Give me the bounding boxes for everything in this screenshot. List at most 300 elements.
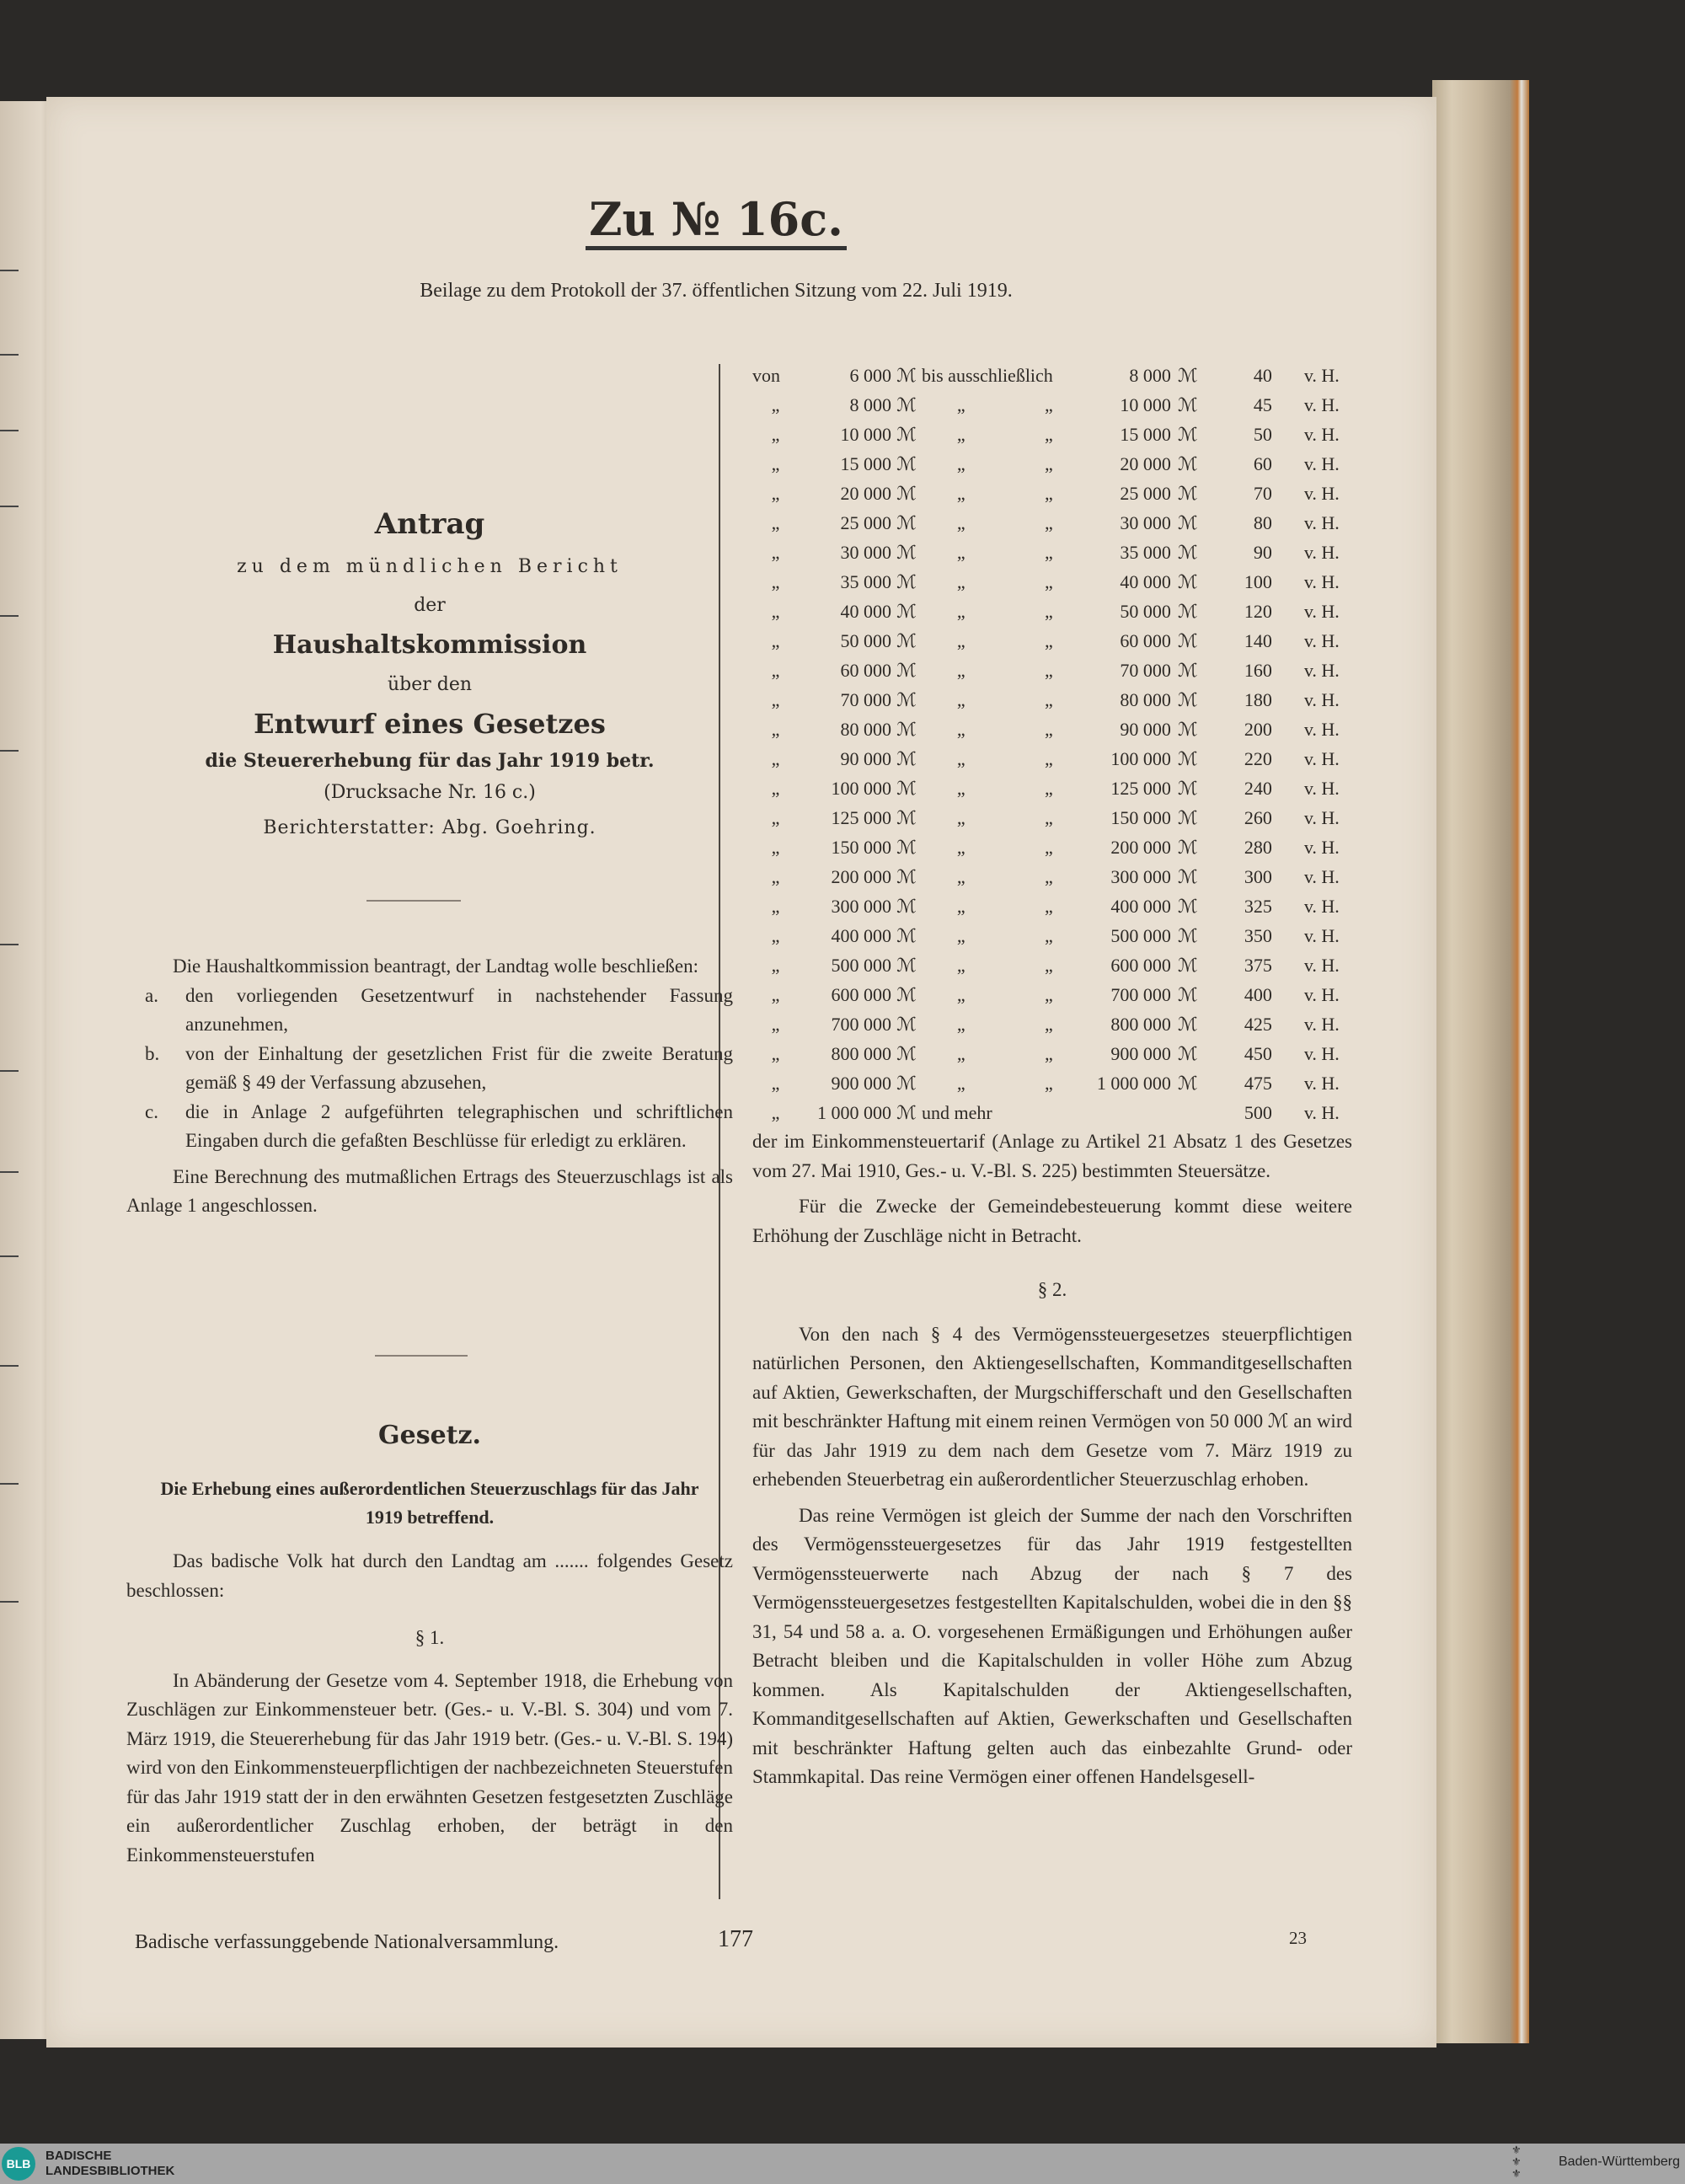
income-from: 150 000 (831, 836, 891, 858)
currency-mark: ℳ (896, 924, 917, 946)
currency-mark: ℳ (1178, 600, 1198, 622)
item-text: die in Anlage 2 aufgeführten telegraphischen und schriftlichen Eingaben durch die gefaßten Beschlüsse für erledigt zu erklären. (185, 1100, 733, 1151)
gesetz-preamble: Das badische Volk hat durch den Landtag am ....... folgendes Gesetz beschlossen: (126, 1550, 733, 1601)
ditto-mark: „ (956, 747, 966, 769)
income-from: 100 000 (831, 777, 891, 799)
ditto-mark: „ (956, 836, 966, 858)
percent-unit: v. H. (1303, 836, 1340, 858)
page-number: 177 (718, 1926, 753, 1952)
currency-mark: ℳ (1178, 924, 1198, 946)
item-text: von der Einhaltung der gesetzlichen Frist für die zweite Beratung gemäß § 49 der Verfassung abzusehen, (185, 1042, 733, 1093)
footer-assembly: Badische verfassunggebende Nationalversammlung. (135, 1931, 559, 1953)
income-to: 1 000 000 (1096, 1072, 1171, 1094)
income-to: 600 000 (1110, 954, 1171, 976)
currency-mark: ℳ (896, 688, 917, 710)
tariff-row (752, 774, 1340, 803)
percent-unit: v. H. (1303, 806, 1340, 828)
section-2-paragraph-1: Von den nach § 4 des Vermögenssteuergesetzes steuerpflichtigen natürlichen Personen, den Aktiengesellschaften, Kommanditgesellschaften auf Aktien, Gewerkschaften, der Murgschifferschaft und den Gesellschaften mit beschränkter Haftung mit einem reinen Vermögen von 50 000 ℳ an wird für das Jahr 1919 zu dem nach dem Gesetze vom 7. März 1919 zu erhebenden Steuerbetrag ein außerordentlicher Steuerzuschlag erhoben. (752, 1323, 1352, 1490)
antrag-line3: über den (387, 674, 473, 695)
currency-mark: ℳ (896, 541, 917, 563)
draft-subject: die Steuererhebung für das Jahr 1919 betr. (205, 750, 655, 772)
currency-mark: ℳ (1178, 423, 1198, 445)
percent-unit: v. H. (1303, 393, 1340, 415)
ditto-mark: „ (1045, 659, 1053, 681)
ditto-mark: „ (1045, 452, 1053, 474)
ditto-mark: „ (956, 511, 966, 533)
row-prefix: „ (771, 688, 780, 710)
tariff-row (752, 420, 1340, 449)
surcharge-percent: 260 (1244, 806, 1272, 828)
currency-mark: ℳ (1178, 806, 1198, 828)
viewer-footer-bar (0, 2144, 1685, 2184)
percent-unit: v. H. (1303, 1072, 1340, 1094)
tariff-row (752, 921, 1340, 950)
section-rule (375, 1355, 468, 1357)
currency-mark: ℳ (1178, 1042, 1198, 1064)
income-to: 60 000 (1120, 629, 1171, 651)
ditto-mark: „ (956, 482, 966, 504)
currency-mark: ℳ (896, 747, 917, 769)
ditto-mark: „ (956, 777, 966, 799)
state-lions-icon: ⚜ ⚜ ⚜ (1511, 2144, 1522, 2181)
surcharge-percent: 450 (1244, 1042, 1272, 1064)
gesetz-body (126, 1547, 733, 1870)
antrag-heading: Antrag (374, 507, 485, 541)
row-prefix: „ (771, 659, 780, 681)
income-from: 125 000 (831, 806, 891, 828)
tariff-row (752, 1098, 1340, 1127)
currency-mark: ℳ (896, 452, 917, 474)
income-to: 20 000 (1120, 452, 1171, 474)
draft-title: Entwurf eines Gesetzes (254, 708, 606, 740)
income-to: 50 000 (1120, 600, 1171, 622)
currency-mark: ℳ (1178, 983, 1198, 1005)
signature-mark: 23 (1289, 1928, 1307, 1948)
row-prefix: „ (771, 1101, 780, 1123)
surcharge-percent: 60 (1253, 452, 1272, 474)
income-to: 100 000 (1110, 747, 1171, 769)
surcharge-percent: 325 (1244, 895, 1272, 917)
row-prefix: „ (771, 1042, 780, 1064)
section-rule (366, 900, 461, 902)
row-prefix: „ (771, 629, 780, 651)
currency-mark: ℳ (1178, 364, 1198, 386)
section-1-text: In Abänderung der Gesetze vom 4. September 1918, die Erhebung von Zuschlägen zur Einkommensteuer betr. (Ges.- u. V.-Bl. S. 304) und vom 7. März 1919, die Steuererhebung für das Jahr 1919 betr. (Ges.- u. V.-Bl. S. 194) wird von den Einkommensteuerpflichtigen der nachbezeichneten Steuerstufen für das Jahr 1919 statt der in den erwähnten Gesetzen festgesetzten Zuschläge ein außerordentlicher Zuschlag erhoben, der beträgt in den Einkommensteuerstufen (126, 1669, 733, 1866)
ditto-mark: „ (956, 806, 966, 828)
currency-mark: ℳ (1178, 688, 1198, 710)
section-1-heading: § 1. (415, 1627, 445, 1648)
row-prefix: „ (771, 924, 780, 946)
ditto-mark: „ (1045, 895, 1053, 917)
row-prefix: „ (771, 895, 780, 917)
ditto-mark: „ (1045, 1072, 1053, 1094)
ditto-mark: „ (956, 600, 966, 622)
tariff-row (752, 803, 1340, 832)
income-to: 80 000 (1120, 688, 1171, 710)
currency-mark: ℳ (896, 777, 917, 799)
row-prefix: „ (771, 511, 780, 533)
row-prefix: „ (771, 836, 780, 858)
ditto-mark: „ (1045, 511, 1053, 533)
income-from: 900 000 (831, 1072, 891, 1094)
tariff-row (752, 715, 1340, 744)
antrag-line1: zu dem mündlichen Bericht (237, 556, 623, 577)
ditto-mark: „ (1045, 983, 1053, 1005)
currency-mark: ℳ (896, 718, 917, 740)
ditto-mark: „ (1045, 629, 1053, 651)
percent-unit: v. H. (1303, 747, 1340, 769)
tariff-row (752, 1009, 1340, 1039)
ditto-mark: „ (956, 1042, 966, 1064)
currency-mark: ℳ (896, 865, 917, 887)
section-2-heading: § 2. (1037, 1279, 1067, 1300)
ditto-mark: „ (956, 895, 966, 917)
income-from: 15 000 (840, 452, 891, 474)
percent-unit: v. H. (1303, 983, 1340, 1005)
state-logo-text[interactable]: Baden-Württemberg (1558, 2155, 1680, 2169)
currency-mark: ℳ (1178, 659, 1198, 681)
ditto-mark: „ (1045, 747, 1053, 769)
currency-mark: ℳ (896, 1072, 917, 1094)
percent-unit: v. H. (1303, 629, 1340, 651)
income-from: 700 000 (831, 1013, 891, 1035)
ditto-mark: „ (1045, 1013, 1053, 1035)
currency-mark: ℳ (1178, 954, 1198, 976)
item-key: c. (145, 1100, 158, 1122)
document-subtitle: Beilage zu dem Protokoll der 37. öffentlichen Sitzung vom 22. Juli 1919. (420, 280, 1013, 302)
currency-mark: ℳ (896, 629, 917, 651)
income-from: 800 000 (831, 1042, 891, 1064)
antrag-item (126, 1040, 733, 1098)
income-to: 400 000 (1110, 895, 1171, 917)
currency-mark: ℳ (1178, 452, 1198, 474)
row-prefix: „ (771, 600, 780, 622)
book-edge (1432, 80, 1529, 2043)
percent-unit: v. H. (1303, 570, 1340, 592)
surcharge-percent: 200 (1244, 718, 1272, 740)
currency-mark: ℳ (1178, 718, 1198, 740)
income-to: 300 000 (1110, 865, 1171, 887)
ditto-mark: „ (956, 629, 966, 651)
income-from: 90 000 (840, 747, 891, 769)
currency-mark: ℳ (1178, 511, 1198, 533)
document-title: Zu № 16c. (0, 192, 1432, 246)
income-to: 40 000 (1120, 570, 1171, 592)
surcharge-percent: 300 (1244, 865, 1272, 887)
income-from: 40 000 (840, 600, 891, 622)
income-to: 500 000 (1110, 924, 1171, 946)
surcharge-percent: 180 (1244, 688, 1272, 710)
income-to: 70 000 (1120, 659, 1171, 681)
ditto-mark: „ (1045, 865, 1053, 887)
percent-unit: v. H. (1303, 777, 1340, 799)
range-connector: bis ausschließlich (922, 364, 1053, 386)
right-body (752, 1127, 1352, 1792)
tariff-row (752, 1039, 1340, 1068)
commission-name: Haushaltskommission (272, 630, 587, 660)
currency-mark: ℳ (1178, 1072, 1198, 1094)
currency-mark: ℳ (896, 393, 917, 415)
surcharge-percent: 375 (1244, 954, 1272, 976)
ditto-mark: „ (1045, 924, 1053, 946)
currency-mark: ℳ (896, 570, 917, 592)
range-connector: und mehr (922, 1101, 992, 1123)
ditto-mark: „ (956, 659, 966, 681)
ditto-mark: „ (1045, 718, 1053, 740)
ditto-mark: „ (956, 688, 966, 710)
currency-mark: ℳ (896, 983, 917, 1005)
surcharge-percent: 160 (1244, 659, 1272, 681)
currency-mark: ℳ (1178, 482, 1198, 504)
income-to: 900 000 (1110, 1042, 1171, 1064)
row-prefix: „ (771, 1072, 780, 1094)
income-from: 6 000 (849, 364, 891, 386)
currency-mark: ℳ (1178, 629, 1198, 651)
currency-mark: ℳ (896, 1101, 917, 1123)
currency-mark: ℳ (896, 659, 917, 681)
ditto-mark: „ (1045, 600, 1053, 622)
ditto-mark: „ (956, 924, 966, 946)
surcharge-percent: 425 (1244, 1013, 1272, 1035)
ditto-mark: „ (956, 1013, 966, 1035)
row-prefix: „ (771, 452, 780, 474)
surcharge-percent: 100 (1244, 570, 1272, 592)
tariff-row (752, 950, 1340, 980)
percent-unit: v. H. (1303, 511, 1340, 533)
ditto-mark: „ (956, 1072, 966, 1094)
tariff-row (752, 449, 1340, 479)
percent-unit: v. H. (1303, 865, 1340, 887)
antrag-intro: Die Haushaltkommission beantragt, der Landtag wolle beschließen: (173, 956, 699, 977)
tariff-row (752, 832, 1340, 862)
income-from: 400 000 (831, 924, 891, 946)
surcharge-percent: 70 (1253, 482, 1272, 504)
percent-unit: v. H. (1303, 1101, 1340, 1123)
income-from: 10 000 (840, 423, 891, 445)
item-key: a. (145, 984, 158, 1006)
row-prefix: „ (771, 393, 780, 415)
reporter: Berichterstatter: Abg. Goehring. (263, 817, 596, 838)
income-from: 35 000 (840, 570, 891, 592)
ditto-mark: „ (956, 718, 966, 740)
library-name[interactable] (45, 2149, 174, 2179)
income-to: 125 000 (1110, 777, 1171, 799)
antrag-line2: der (414, 595, 446, 616)
income-from: 70 000 (840, 688, 891, 710)
currency-mark: ℳ (1178, 541, 1198, 563)
income-from: 80 000 (840, 718, 891, 740)
income-to: 8 000 (1129, 364, 1171, 386)
currency-mark: ℳ (896, 423, 917, 445)
currency-mark: ℳ (896, 895, 917, 917)
currency-mark: ℳ (1178, 865, 1198, 887)
percent-unit: v. H. (1303, 452, 1340, 474)
after-table-text: der im Einkommensteuertarif (Anlage zu Artikel 21 Absatz 1 des Gesetzes vom 27. Mai 1910, Ges.- u. V.-Bl. S. 225) bestimmten Steuersätze. (752, 1131, 1352, 1181)
gesetz-heading: Gesetz. (377, 1421, 482, 1450)
currency-mark: ℳ (896, 600, 917, 622)
percent-unit: v. H. (1303, 423, 1340, 445)
income-from: 8 000 (849, 393, 891, 415)
ditto-mark: „ (1045, 954, 1053, 976)
currency-mark: ℳ (1178, 747, 1198, 769)
ditto-mark: „ (956, 983, 966, 1005)
ditto-mark: „ (1045, 777, 1053, 799)
tariff-row (752, 597, 1340, 626)
surcharge-percent: 90 (1253, 541, 1272, 563)
income-to: 150 000 (1110, 806, 1171, 828)
row-prefix: „ (771, 541, 780, 563)
tariff-row (752, 656, 1340, 685)
row-prefix: „ (771, 777, 780, 799)
section-2-paragraph-2: Das reine Vermögen ist gleich der Summe der nach den Vorschriften des Vermögenssteuergesetzes für das Jahr 1919 festgestellten Vermögenssteuerwerte nach Abzug der nach § 7 des Vermögenssteuergesetzes festgestellten Kapitalschulden, wobei die in den §§ 31, 54 und 58 a. a. O. vorgesehenen Ermäßigungen und Erhöhungen außer Betracht bleiben und die Kapitalschulden in voller Höhe zum Abzug kommen. Als Kapitalschulden der Aktiengesellschaften, Kommanditgesellschaften auf Aktien, Gewerkschaften und Gesellschaften mit beschränkter Haftung gelten auch das einbezahlte Grund- oder Stammkapital. Das reine Vermögen einer offenen Handelsgesell- (752, 1504, 1352, 1787)
print-reference: (Drucksache Nr. 16 c.) (324, 782, 536, 803)
currency-mark: ℳ (896, 836, 917, 858)
row-prefix: „ (771, 718, 780, 740)
percent-unit: v. H. (1303, 954, 1340, 976)
income-to: 35 000 (1120, 541, 1171, 563)
income-from: 60 000 (840, 659, 891, 681)
row-prefix: „ (771, 482, 780, 504)
antrag-item (126, 982, 733, 1040)
row-prefix: von (752, 364, 780, 386)
row-prefix: „ (771, 954, 780, 976)
currency-mark: ℳ (896, 482, 917, 504)
income-from: 600 000 (831, 983, 891, 1005)
surcharge-percent: 40 (1253, 364, 1272, 386)
tariff-row (752, 862, 1340, 891)
income-to: 25 000 (1120, 482, 1171, 504)
currency-mark: ℳ (1178, 1013, 1198, 1035)
currency-mark: ℳ (1178, 777, 1198, 799)
library-logo[interactable]: BLB (2, 2147, 35, 2181)
income-to: 30 000 (1120, 511, 1171, 533)
ditto-mark: „ (956, 865, 966, 887)
income-from: 20 000 (840, 482, 891, 504)
ditto-mark: „ (956, 452, 966, 474)
antrag-body (126, 952, 733, 1221)
row-prefix: „ (771, 747, 780, 769)
income-to: 200 000 (1110, 836, 1171, 858)
income-from: 200 000 (831, 865, 891, 887)
income-from: 1 000 000 (817, 1101, 891, 1123)
library-name-line1: BADISCHE (45, 2149, 112, 2163)
percent-unit: v. H. (1303, 895, 1340, 917)
income-from: 500 000 (831, 954, 891, 976)
library-name-line2: LANDESBIBLIOTHEK (45, 2164, 175, 2178)
percent-unit: v. H. (1303, 718, 1340, 740)
surcharge-percent: 280 (1244, 836, 1272, 858)
surcharge-percent: 50 (1253, 423, 1272, 445)
antrag-item (126, 1098, 733, 1156)
income-to: 800 000 (1110, 1013, 1171, 1035)
surcharge-percent: 140 (1244, 629, 1272, 651)
income-from: 300 000 (831, 895, 891, 917)
ditto-mark: „ (1045, 836, 1053, 858)
currency-mark: ℳ (896, 1042, 917, 1064)
gesetz-subheading: Die Erhebung eines außerordentlichen Steuerzuschlags für das Jahr 1919 betreffend. (160, 1478, 699, 1528)
tariff-row (752, 567, 1340, 597)
currency-mark: ℳ (896, 364, 917, 386)
ditto-mark: „ (956, 570, 966, 592)
item-key: b. (145, 1042, 160, 1064)
percent-unit: v. H. (1303, 688, 1340, 710)
tariff-row (752, 538, 1340, 567)
surcharge-percent: 475 (1244, 1072, 1272, 1094)
percent-unit: v. H. (1303, 482, 1340, 504)
surcharge-percent: 350 (1244, 924, 1272, 946)
percent-unit: v. H. (1303, 924, 1340, 946)
income-to: 15 000 (1120, 423, 1171, 445)
currency-mark: ℳ (1178, 393, 1198, 415)
tariff-row (752, 1068, 1340, 1098)
currency-mark: ℳ (1178, 570, 1198, 592)
percent-unit: v. H. (1303, 659, 1340, 681)
tariff-table-wrap (752, 361, 1352, 1127)
row-prefix: „ (771, 806, 780, 828)
ditto-mark: „ (956, 954, 966, 976)
percent-unit: v. H. (1303, 600, 1340, 622)
ditto-mark: „ (1045, 1042, 1053, 1064)
row-prefix: „ (771, 423, 780, 445)
ditto-mark: „ (1045, 482, 1053, 504)
tariff-row (752, 744, 1340, 774)
percent-unit: v. H. (1303, 364, 1340, 386)
tariff-row (752, 626, 1340, 656)
income-to: 10 000 (1120, 393, 1171, 415)
row-prefix: „ (771, 570, 780, 592)
ditto-mark: „ (1045, 806, 1053, 828)
row-prefix: „ (771, 865, 780, 887)
tariff-row (752, 508, 1340, 538)
ditto-mark: „ (956, 541, 966, 563)
item-text: den vorliegenden Gesetzentwurf in nachstehender Fassung anzunehmen, (185, 984, 733, 1035)
ditto-mark: „ (956, 423, 966, 445)
percent-unit: v. H. (1303, 1042, 1340, 1064)
surcharge-percent: 400 (1244, 983, 1272, 1005)
surcharge-percent: 500 (1244, 1101, 1272, 1123)
percent-unit: v. H. (1303, 1013, 1340, 1035)
surcharge-percent: 120 (1244, 600, 1272, 622)
ditto-mark: „ (1045, 570, 1053, 592)
tariff-table (752, 361, 1340, 1127)
municipal-note: Für die Zwecke der Gemeindebesteuerung kommt diese weitere Erhöhung der Zuschläge nicht in Betracht. (752, 1196, 1352, 1246)
surcharge-percent: 240 (1244, 777, 1272, 799)
surcharge-percent: 80 (1253, 511, 1272, 533)
tariff-row (752, 685, 1340, 715)
tariff-row (752, 980, 1340, 1009)
currency-mark: ℳ (896, 1013, 917, 1035)
currency-mark: ℳ (896, 954, 917, 976)
tariff-row (752, 479, 1340, 508)
ditto-mark: „ (1045, 423, 1053, 445)
currency-mark: ℳ (1178, 895, 1198, 917)
income-from: 50 000 (840, 629, 891, 651)
currency-mark: ℳ (896, 511, 917, 533)
income-to: 90 000 (1120, 718, 1171, 740)
surcharge-percent: 220 (1244, 747, 1272, 769)
tariff-row (752, 891, 1340, 921)
ditto-mark: „ (1045, 688, 1053, 710)
row-prefix: „ (771, 983, 780, 1005)
row-prefix: „ (771, 1013, 780, 1035)
income-from: 25 000 (840, 511, 891, 533)
income-from: 30 000 (840, 541, 891, 563)
surcharge-percent: 45 (1253, 393, 1272, 415)
percent-unit: v. H. (1303, 541, 1340, 563)
antrag-closing: Eine Berechnung des mutmaßlichen Ertrags des Steuerzuschlags ist als Anlage 1 angeschlossen. (126, 1165, 733, 1216)
tariff-row (752, 390, 1340, 420)
tariff-row (752, 361, 1340, 390)
